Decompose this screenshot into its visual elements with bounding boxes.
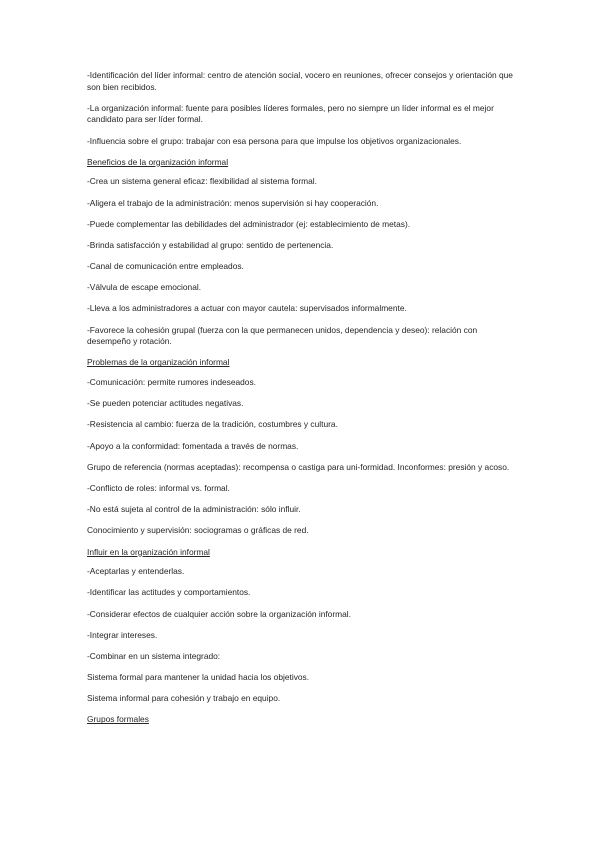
paragraph: -No está sujeta al control de la administración: sólo influir. [87,504,301,515]
paragraph: -Crea un sistema general eficaz: flexibilidad al sistema formal. [87,176,317,187]
paragraph: -Identificar las actitudes y comportamientos. [87,587,251,598]
section-heading-problemas: Problemas de la organización informal [87,357,230,368]
paragraph: -Influencia sobre el grupo: trabajar con esa persona para que impulse los objetivos organizacionales. [87,135,462,146]
section-heading-beneficios: Beneficios de la organización informal [87,156,229,167]
paragraph: -Considerar efectos de cualquier acción sobre la organización informal. [87,608,351,619]
paragraph: -Aligera el trabajo de la administración: menos supervisión si hay cooperación. [87,197,379,208]
paragraph: Grupo de referencia (normas aceptadas): recompensa o castiga para uni-formidad. Inconformes: presión y acoso. [87,461,510,472]
paragraph: -Puede complementar las debilidades del administrador (ej: establecimiento de metas). [87,218,411,229]
paragraph: -Lleva a los administradores a actuar con mayor cautela: supervisados informalmente. [87,303,407,314]
paragraph: -Válvula de escape emocional. [87,282,202,293]
paragraph: -La organización informal: fuente para posibles líderes formales, pero no siempre un líder informal es el mejor candidato para ser líder formal. [87,102,494,125]
paragraph: -Resistencia al cambio: fuerza de la tradición, costumbres y cultura. [87,419,338,430]
paragraph: -Canal de comunicación entre empleados. [87,261,244,272]
paragraph: -Comunicación: permite rumores indeseados. [87,377,256,388]
paragraph: -Conflicto de roles: informal vs. formal. [87,482,230,493]
paragraph: -Identificación del líder informal: centro de atención social, vocero en reuniones, ofrecer consejos y orientación que son bien recibidos. [87,70,513,92]
section-heading-grupos-formales: Grupos formales [87,714,149,725]
paragraph: -Brinda satisfacción y estabilidad al grupo: sentido de pertenencia. [87,239,334,250]
paragraph: Conocimiento y supervisión: sociogramas o gráficas de red. [87,525,309,536]
paragraph: -Integrar intereses. [87,629,158,640]
section-heading-influir: Influir en la organización informal [87,546,210,557]
paragraph: -Combinar en un sistema integrado: [87,650,221,661]
paragraph: -Se pueden potenciar actitudes negativas. [87,398,244,409]
paragraph: Sistema informal para cohesión y trabajo en equipo. [87,693,281,704]
paragraph: -Favorece la cohesión grupal (fuerza con la que permanecen unidos, dependencia y deseo): relación con desempeño y rotación. [87,324,478,347]
paragraph: -Apoyo a la conformidad: fomentada a través de normas. [87,440,299,451]
paragraph: Sistema formal para mantener la unidad hacia los objetivos. [87,672,310,683]
paragraph: -Aceptarlas y entenderlas. [87,566,185,577]
